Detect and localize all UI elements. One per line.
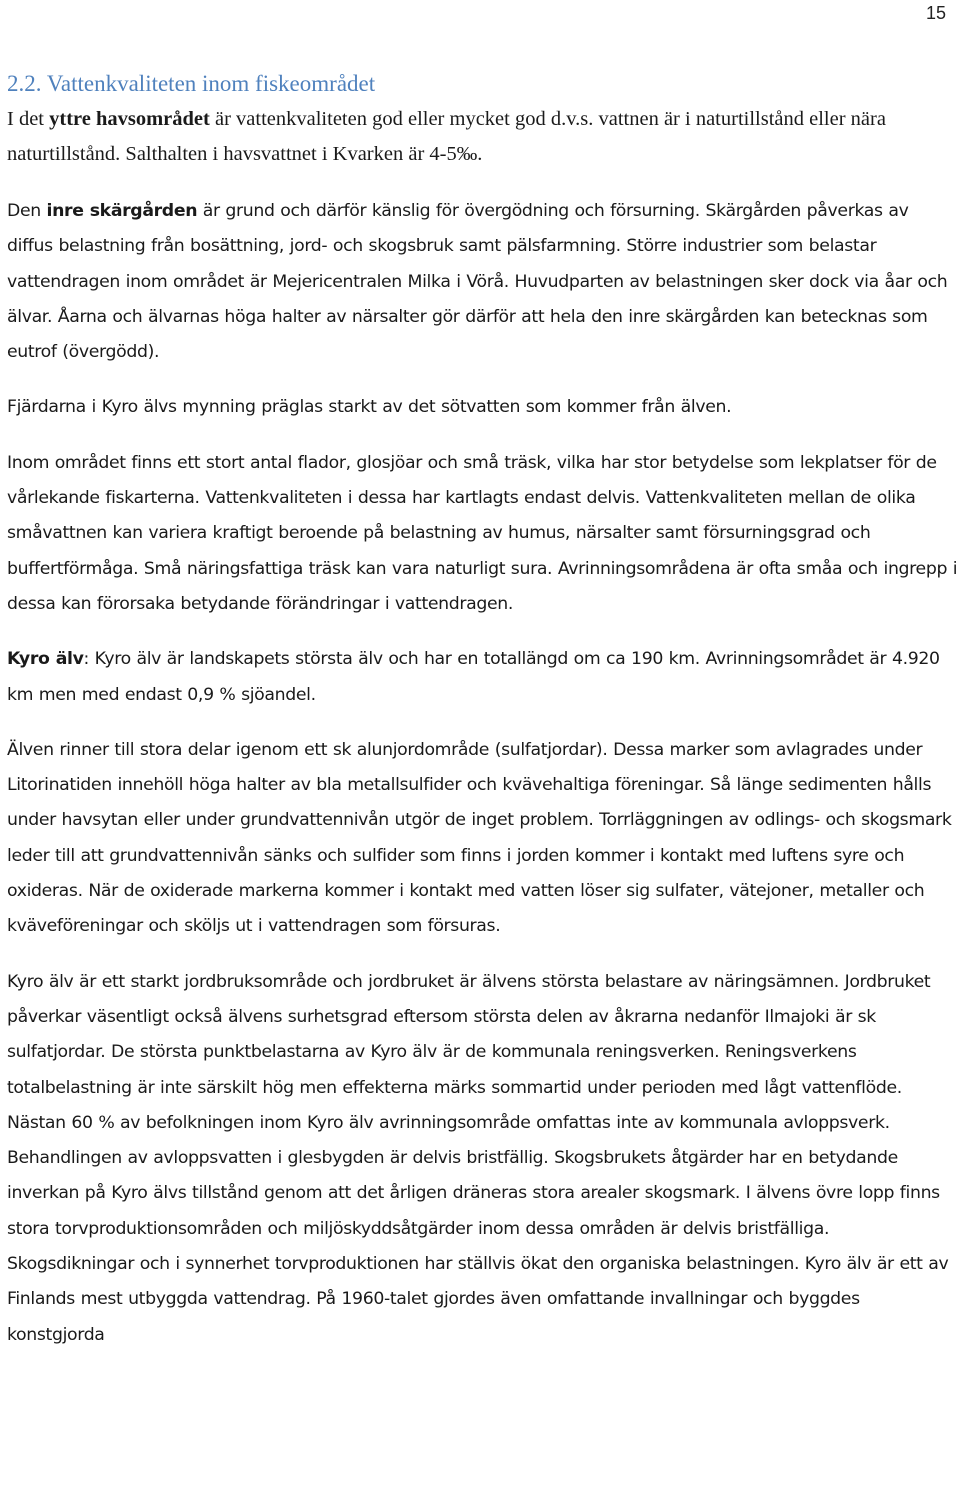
paragraph-jordbruk: Kyro älv är ett starkt jordbruksområde och jordbruket är älvens största belastare av näringsämnen. Jordbruket påverkar väsentligt också älvens surhetsgrad eftersom största delen av åkrarna nedanför Ilmajoki är sk sulfatjordar. De största punktbelastarna av Kyro älv är de kommunala reningsverken. Reningsverkens totalbelastning är inte särskilt hög men effekterna märks sommartid under perioden med lågt vattenflöde. Nästan 60 % av befolkningen inom Kyro älv avrinningsområde omfattas inte av kommunala avloppsverk. Behandlingen av avloppsvatten i glesbygden är delvis bristfällig. Skogsbrukets åtgärder har en betydande inverkan på Kyro älvs tillstånd genom att det årligen dräneras stora arealer skogsmark. I älvens övre lopp finns stora torvproduktionsområden och miljöskyddsåtgärder inom dessa områden är delvis bristfälliga. Skogsdikningar och i synnerhet torvproduktionen har ställvis ökat den organiska belastningen. Kyro älv är ett av Finlands mest utbyggda vattendrag. På 1960-talet gjordes även omfattande invallningar och byggdes konstgjorda [7,971,949,1345]
section-heading: 2.2. Vattenkvaliteten inom fiskeområdet [7,71,376,96]
p1-post: är grund och därför känslig för övergödning och försurning. Skärgården påverkas av diffus belastning från bosättning, jord- och skogsbruk samt pälsfarmning. Större industrier som belastar vattendragen inom området är Mejericentralen Milka i Vörå. Huvudparten av belastningen sker dock via åar och älvar. Åarna och älvarnas höga halter av närsalter gör därför att hela den inre skärgården kan betecknas som eutrof (övergödd). [7,201,948,363]
paragraph-inre-skargarden [7,194,959,370]
body-text [7,194,959,1373]
intro-post: är vattenkvaliteten god eller mycket god d.v.s. vattnen är i naturtillstånd eller nära naturtillstånd. Salthalten i havsvattnet i Kvarken är 4-5‰. [7,108,886,165]
p1-bold-term: inre skärgården [46,201,198,221]
paragraph-fjardarna: Fjärdarna i Kyro älvs mynning präglas starkt av det sötvatten som kommer från älven. [7,397,732,418]
intro-pre: I det [7,108,50,130]
intro-bold-term: yttre havsområdet [49,108,210,130]
paragraph-kyro-alv [7,642,959,713]
paragraph-alunjord: Älven rinner till stora delar igenom ett sk alunjordområde (sulfatjordar). Dessa marker som avlagrades under Litorinatiden innehöll höga halter av bla metallsulfider och kvävehaltiga föreningar. Så länge sedimenten hålls under havsytan eller under grundvattennivån utgör de inget problem. Torrläggningen av odlings- och skogsmark leder till att grundvattennivån sänks och sulfider som finns i jorden kommer i kontakt med luftens syre och oxideras. När de oxiderade markerna kommer i kontakt med vatten löser sig sulfater, vätejoner, metaller och kväveföreningar och sköljs ut i vattendragen som försuras. [7,739,952,937]
p4-bold-term: Kyro älv [7,649,84,670]
p1-pre: Den [7,201,47,221]
p4-post: : Kyro älv är landskapets största älv och har en totallängd om ca 190 km. Avrinningsområdet är 4.920 km men med endast 0,9 % sjöandel. [7,649,940,705]
paragraph-flador: Inom området finns ett stort antal flador, glosjöar och små träsk, vilka har stor betydelse som lekplatser för de vårlekande fiskarterna. Vattenkvaliteten i dessa har kartlagts endast delvis. Vattenkvaliteten mellan de olika småvattnen kan variera kraftigt beroende på belastning av humus, närsalter samt försurningsgrad och buffertförmåga. Små näringsfattiga träsk kan vara naturligt sura. Avrinningsområdena är ofta småa och ingrepp i dessa kan förorsaka betydande förändringar i vattendragen. [7,452,958,614]
page-number: 15 [925,3,946,23]
intro-paragraph [7,102,957,172]
intro-block [7,102,957,172]
